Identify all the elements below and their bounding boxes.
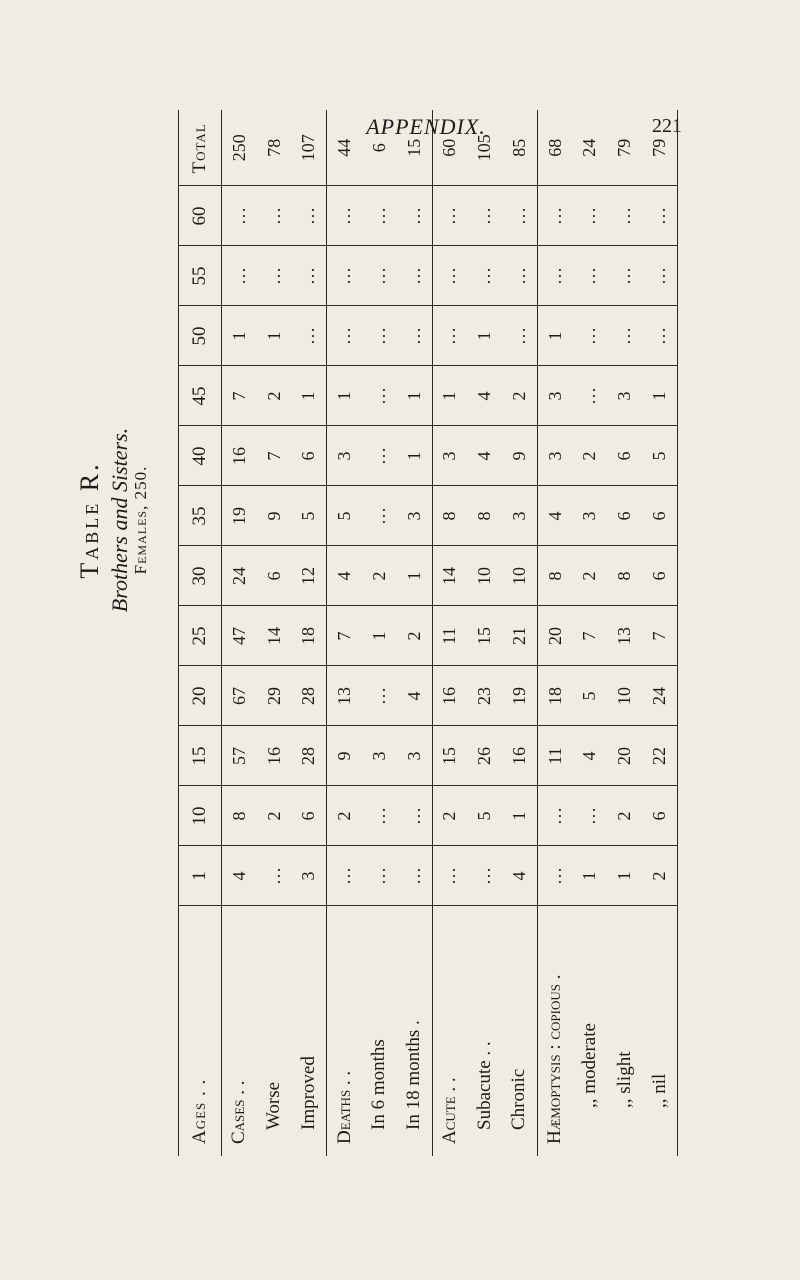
age-col-header: 20 xyxy=(179,666,222,726)
table-cell: 7 xyxy=(257,426,292,486)
table-cell: … xyxy=(502,186,537,246)
table-cell: … xyxy=(327,186,362,246)
table-row xyxy=(467,110,502,1156)
table-cell: 3 xyxy=(292,846,327,906)
table-cell: 21 xyxy=(502,606,537,666)
table-cell: 1 xyxy=(502,786,537,846)
page-number: 221 xyxy=(652,115,682,137)
table-cell: … xyxy=(573,366,608,426)
table-cell: 6 xyxy=(642,786,677,846)
table-subtitle: Brothers and Sisters. xyxy=(107,427,132,613)
table-cell: … xyxy=(397,786,432,846)
table-cell: 23 xyxy=(467,666,502,726)
table-cell: 28 xyxy=(292,666,327,726)
age-col-header: 50 xyxy=(179,306,222,366)
table-cell: 8 xyxy=(467,486,502,546)
table-row xyxy=(362,110,397,1156)
table-cell: 1 xyxy=(432,366,467,426)
table-cell: 1 xyxy=(642,366,677,426)
table-cell: 2 xyxy=(573,546,608,606)
table-cell: 15 xyxy=(467,606,502,666)
row-total: 107 xyxy=(292,110,327,186)
table-title-block xyxy=(75,370,155,670)
table-cell: 22 xyxy=(642,726,677,786)
table-cell: 3 xyxy=(537,426,572,486)
table-cell: 3 xyxy=(397,486,432,546)
row-label: In 18 months . xyxy=(403,1020,425,1130)
table-cell: 9 xyxy=(327,726,362,786)
table-cell: … xyxy=(502,306,537,366)
table-cell: 6 xyxy=(292,426,327,486)
table-cell: … xyxy=(537,786,572,846)
table-cell: 3 xyxy=(397,726,432,786)
table-cell: 18 xyxy=(537,666,572,726)
row-label: Cases . . xyxy=(228,1080,250,1144)
table-cell: 3 xyxy=(362,726,397,786)
table-cell: 2 xyxy=(257,366,292,426)
row-total: 15 xyxy=(397,110,432,186)
table-cell: 11 xyxy=(432,606,467,666)
table-cell: … xyxy=(397,246,432,306)
age-col-header: 40 xyxy=(179,426,222,486)
table-cell: … xyxy=(397,306,432,366)
table-cell: … xyxy=(467,186,502,246)
table-row xyxy=(432,110,467,1156)
table-row xyxy=(573,110,608,1156)
table-cell: 7 xyxy=(222,366,257,426)
row-total: 79 xyxy=(607,110,642,186)
table-cell: … xyxy=(222,246,257,306)
table-cell: 16 xyxy=(257,726,292,786)
table-cell: … xyxy=(362,666,397,726)
table-cell: 6 xyxy=(607,486,642,546)
age-col-header: 15 xyxy=(179,726,222,786)
table-cell: 9 xyxy=(502,426,537,486)
table-cell: 1 xyxy=(292,366,327,426)
table-cell: … xyxy=(362,846,397,906)
table-cell: … xyxy=(573,186,608,246)
table-row xyxy=(397,110,432,1156)
table-label: Table R. xyxy=(75,461,104,579)
age-col-header: 30 xyxy=(179,546,222,606)
table-cell: 4 xyxy=(467,366,502,426)
row-total: 60 xyxy=(432,110,467,186)
table-cell: 7 xyxy=(573,606,608,666)
table-cell: 24 xyxy=(222,546,257,606)
table-cell: 10 xyxy=(607,666,642,726)
table-cell: … xyxy=(573,306,608,366)
table-cell: 16 xyxy=(222,426,257,486)
table-cell: 1 xyxy=(537,306,572,366)
header-row xyxy=(179,110,222,1156)
row-total: 44 xyxy=(327,110,362,186)
table-row xyxy=(327,110,362,1156)
table-cell: 3 xyxy=(327,426,362,486)
table-cell: 13 xyxy=(327,666,362,726)
row-label: Improved xyxy=(297,1056,319,1130)
table-cell: 6 xyxy=(642,546,677,606)
ages-header: Ages . . xyxy=(189,1078,210,1144)
age-col-header: 45 xyxy=(179,366,222,426)
row-total: 78 xyxy=(257,110,292,186)
table-cell: 4 xyxy=(467,426,502,486)
table-cell: 28 xyxy=(292,726,327,786)
table-cell: 2 xyxy=(642,846,677,906)
table-cell: … xyxy=(222,186,257,246)
table-cell: 3 xyxy=(537,366,572,426)
row-label: Chronic xyxy=(508,1068,530,1130)
table-row xyxy=(537,110,572,1156)
table-cell: … xyxy=(607,306,642,366)
table-cell: 8 xyxy=(607,546,642,606)
row-label: In 6 months xyxy=(368,1039,390,1130)
table-cell: 19 xyxy=(222,486,257,546)
table-cell: 1 xyxy=(257,306,292,366)
table-cell: 1 xyxy=(362,606,397,666)
table-cell: 8 xyxy=(222,786,257,846)
table-cell: 5 xyxy=(467,786,502,846)
table-group: Females, 250. xyxy=(131,465,150,575)
table-cell: … xyxy=(292,246,327,306)
table-cell: 20 xyxy=(537,606,572,666)
row-label: Acute . . xyxy=(438,1077,460,1144)
age-col-header: 60 xyxy=(179,186,222,246)
age-col-header: 35 xyxy=(179,486,222,546)
age-col-header: 10 xyxy=(179,786,222,846)
table-row xyxy=(607,110,642,1156)
table-cell: … xyxy=(362,306,397,366)
table-cell: … xyxy=(327,246,362,306)
table-row xyxy=(292,110,327,1156)
table-cell: … xyxy=(257,186,292,246)
table-row xyxy=(222,110,257,1156)
table-cell: 4 xyxy=(537,486,572,546)
table-cell: … xyxy=(537,246,572,306)
data-table xyxy=(178,110,678,1156)
table-cell: … xyxy=(397,846,432,906)
table-cell: 1 xyxy=(397,546,432,606)
row-label: ,, nil xyxy=(648,1073,670,1108)
table-cell: … xyxy=(292,186,327,246)
table-cell: … xyxy=(537,186,572,246)
table-body xyxy=(222,110,678,1156)
running-head: APPENDIX. xyxy=(366,114,486,139)
table-cell: … xyxy=(642,246,677,306)
table-cell: 9 xyxy=(257,486,292,546)
table-cell: … xyxy=(432,186,467,246)
table-cell: … xyxy=(327,846,362,906)
table-cell: 1 xyxy=(397,366,432,426)
table-cell: 1 xyxy=(467,306,502,366)
table-cell: … xyxy=(537,846,572,906)
table-cell: 6 xyxy=(292,786,327,846)
table-cell: 47 xyxy=(222,606,257,666)
row-total: 79 xyxy=(642,110,677,186)
table-cell: 5 xyxy=(642,426,677,486)
row-total: 24 xyxy=(573,110,608,186)
table-cell: 20 xyxy=(607,726,642,786)
table-cell: 2 xyxy=(362,546,397,606)
table-cell: … xyxy=(397,186,432,246)
table-cell: 15 xyxy=(432,726,467,786)
table-cell: … xyxy=(607,186,642,246)
table-cell: 6 xyxy=(642,486,677,546)
table-cell: 4 xyxy=(502,846,537,906)
table-row xyxy=(502,110,537,1156)
total-header: Total xyxy=(179,110,222,186)
table-cell: … xyxy=(607,246,642,306)
table-cell: 1 xyxy=(607,846,642,906)
table-cell: 5 xyxy=(327,486,362,546)
table-cell: … xyxy=(573,786,608,846)
table-cell: … xyxy=(327,306,362,366)
table-cell: … xyxy=(573,246,608,306)
table-cell: 57 xyxy=(222,726,257,786)
table-cell: … xyxy=(467,846,502,906)
table-cell: … xyxy=(432,846,467,906)
table-cell: 2 xyxy=(502,366,537,426)
age-col-header: 55 xyxy=(179,246,222,306)
row-label: Subacute . . xyxy=(473,1041,495,1130)
table-cell: … xyxy=(292,306,327,366)
table-cell: 10 xyxy=(502,546,537,606)
table-cell: 16 xyxy=(432,666,467,726)
table-cell: 3 xyxy=(432,426,467,486)
row-label: ,, moderate xyxy=(578,1023,600,1108)
table-cell: … xyxy=(362,786,397,846)
row-total: 6 xyxy=(362,110,397,186)
table-cell: 3 xyxy=(607,366,642,426)
table-cell: 8 xyxy=(432,486,467,546)
table-cell: … xyxy=(642,186,677,246)
table-cell: 5 xyxy=(292,486,327,546)
row-total: 250 xyxy=(222,110,257,186)
table-cell: 1 xyxy=(222,306,257,366)
table-row xyxy=(257,110,292,1156)
table-cell: 26 xyxy=(467,726,502,786)
table-cell: … xyxy=(257,846,292,906)
table-cell: 4 xyxy=(222,846,257,906)
table-cell: 4 xyxy=(397,666,432,726)
table-cell: 3 xyxy=(573,486,608,546)
table-cell: 18 xyxy=(292,606,327,666)
table-cell: 2 xyxy=(397,606,432,666)
table-cell: 6 xyxy=(607,426,642,486)
table-cell: 11 xyxy=(537,726,572,786)
table-row xyxy=(642,110,677,1156)
table-cell: 24 xyxy=(642,666,677,726)
row-label: Deaths . . xyxy=(333,1070,355,1144)
table-cell: 2 xyxy=(432,786,467,846)
table-cell: 7 xyxy=(327,606,362,666)
table-cell: 29 xyxy=(257,666,292,726)
table-cell: … xyxy=(502,246,537,306)
table-cell: 10 xyxy=(467,546,502,606)
row-label: Worse xyxy=(263,1081,285,1130)
table-cell: 13 xyxy=(607,606,642,666)
table-cell: 1 xyxy=(397,426,432,486)
table-cell: 67 xyxy=(222,666,257,726)
table-cell: 14 xyxy=(257,606,292,666)
table-cell: … xyxy=(432,306,467,366)
table-cell: 1 xyxy=(327,366,362,426)
table-cell: 3 xyxy=(502,486,537,546)
table-cell: … xyxy=(257,246,292,306)
table-cell: … xyxy=(467,246,502,306)
table-cell: … xyxy=(362,486,397,546)
table-cell: 7 xyxy=(642,606,677,666)
table-cell: 12 xyxy=(292,546,327,606)
table-cell: … xyxy=(362,366,397,426)
row-total: 68 xyxy=(537,110,572,186)
table-cell: 2 xyxy=(573,426,608,486)
row-label: ,, slight xyxy=(613,1051,635,1108)
table-cell: 5 xyxy=(573,666,608,726)
table-cell: … xyxy=(362,186,397,246)
table-cell: … xyxy=(362,426,397,486)
table-cell: 1 xyxy=(573,846,608,906)
age-col-header: 25 xyxy=(179,606,222,666)
table-cell: … xyxy=(362,246,397,306)
table-cell: 2 xyxy=(257,786,292,846)
table-cell: 19 xyxy=(502,666,537,726)
table-cell: 6 xyxy=(257,546,292,606)
row-label: Hæmoptysis : copious . xyxy=(544,974,566,1144)
table-cell: … xyxy=(642,306,677,366)
table-cell: 2 xyxy=(327,786,362,846)
table-cell: … xyxy=(432,246,467,306)
row-total: 105 xyxy=(467,110,502,186)
table-cell: 14 xyxy=(432,546,467,606)
table-cell: 4 xyxy=(573,726,608,786)
table-cell: 16 xyxy=(502,726,537,786)
row-total: 85 xyxy=(502,110,537,186)
table-cell: 2 xyxy=(607,786,642,846)
table-cell: 8 xyxy=(537,546,572,606)
table-cell: 4 xyxy=(327,546,362,606)
age-col-header: 1 xyxy=(179,846,222,906)
